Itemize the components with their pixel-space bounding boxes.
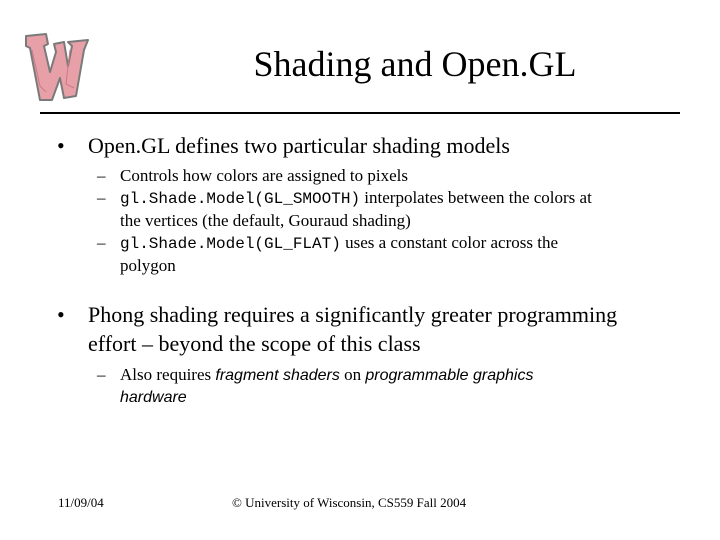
bullet-marker: • — [57, 133, 65, 158]
sub-item-2-line-2: the vertices (the default, Gouraud shading) — [120, 211, 411, 230]
code-gl-smooth: gl.Shade.Model(GL_SMOOTH) — [120, 190, 361, 208]
programmable-graphics-term: programmable graphics — [365, 367, 534, 384]
sub-item-4-pre: Also requires — [120, 365, 216, 384]
dash-marker: – — [97, 233, 106, 252]
sub-item-3 — [97, 232, 592, 277]
bullet-2-line-1: Phong shading requires a significantly greater programming — [88, 302, 618, 327]
sub-item-4-line-2: hardware — [120, 389, 187, 406]
wisconsin-w-logo-icon — [18, 26, 96, 102]
dash-marker: – — [97, 365, 106, 384]
bullet-2-subitems — [97, 364, 533, 409]
sub-item-4-mid: on — [339, 365, 366, 384]
slide-title: Shading and Open.GL — [253, 44, 577, 84]
sub-item-3-rest: uses a constant color across the — [340, 233, 559, 252]
bullet-1-subitems — [97, 165, 592, 277]
sub-item-3-line-2: polygon — [120, 256, 176, 275]
footer-copyright: © University of Wisconsin, CS559 Fall 2004 — [232, 495, 467, 510]
sub-item-2-line-1 — [120, 187, 592, 210]
bullet-1 — [57, 131, 510, 160]
bullet-1-text: Open.GL defines two particular shading models — [88, 133, 510, 158]
sub-item-1 — [97, 165, 592, 187]
sub-item-4 — [97, 364, 533, 409]
title-divider — [40, 112, 680, 114]
bullet-marker: • — [57, 302, 65, 327]
sub-item-1-text: Controls how colors are assigned to pixels — [120, 166, 409, 185]
bullet-2 — [57, 300, 617, 358]
code-gl-flat: gl.Shade.Model(GL_FLAT) — [120, 235, 341, 253]
dash-marker: – — [97, 166, 106, 185]
fragment-shaders-term: fragment shaders — [215, 367, 340, 384]
bullet-2-line-2: effort – beyond the scope of this class — [88, 331, 421, 356]
sub-item-2-rest: interpolates between the colors at — [360, 188, 592, 207]
sub-item-3-line-1 — [120, 232, 592, 255]
footer-date: 11/09/04 — [58, 495, 104, 510]
sub-item-4-line-1 — [120, 364, 533, 387]
dash-marker: – — [97, 188, 106, 207]
sub-item-2 — [97, 187, 592, 232]
